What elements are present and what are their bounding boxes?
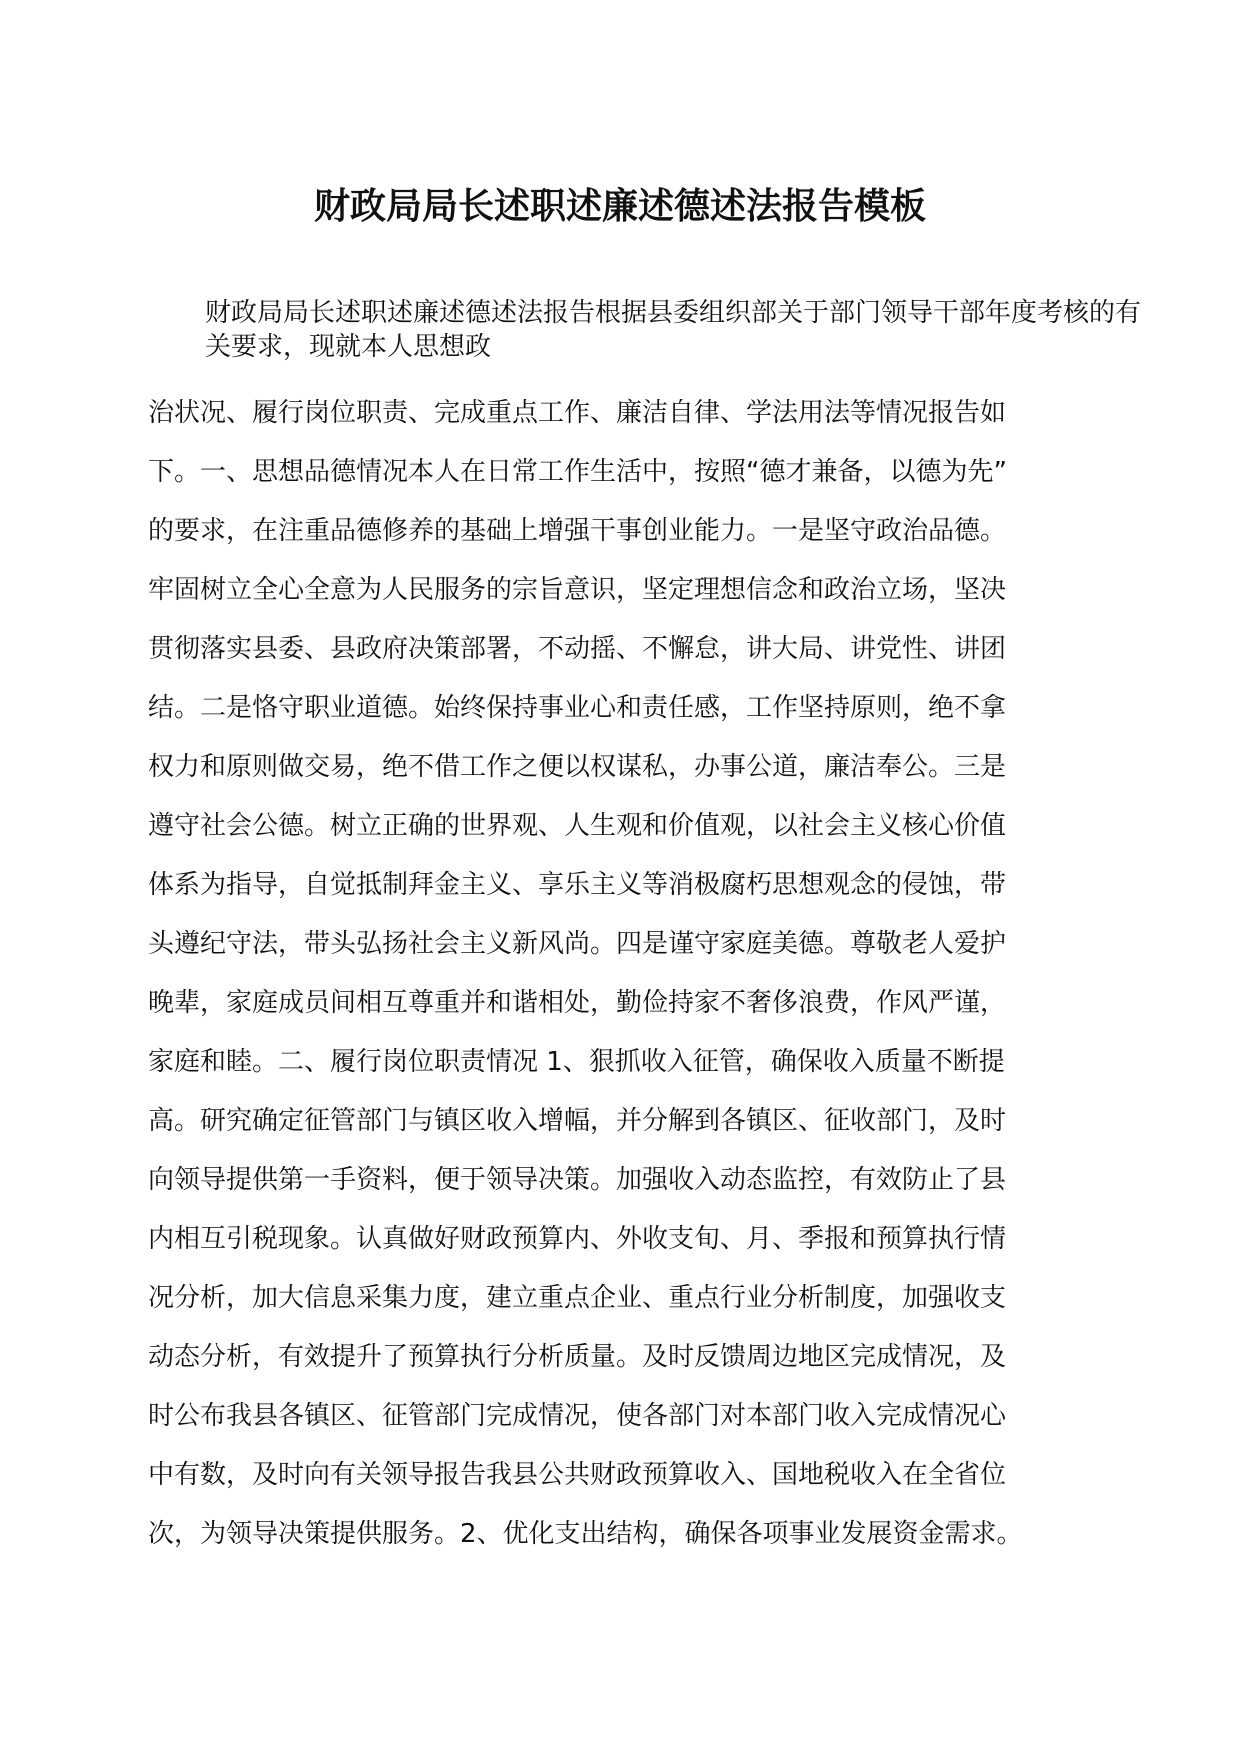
body-line: 时公布我县各镇区、征管部门完成情况，使各部门对本部门收入完成情况心 xyxy=(148,1401,1007,1431)
body-line: 次，为领导决策提供服务。2、优化支出结构，确保各项事业发展资金需求。 xyxy=(148,1519,1023,1549)
body-line: 家庭和睦。二、履行岗位职责情况 1、狠抓收入征管，确保收入质量不断提 xyxy=(148,1047,1005,1077)
body-line: 向领导提供第一手资料，便于领导决策。加强收入动态监控，有效防止了县 xyxy=(148,1165,1007,1195)
body-line: 动态分析，有效提升了预算执行分析质量。及时反馈周边地区完成情况，及 xyxy=(148,1342,1007,1372)
body-line: 贯彻落实县委、县政府决策部署，不动摇、不懈怠，讲大局、讲党性、讲团 xyxy=(148,634,1007,664)
intro-paragraph xyxy=(205,296,1225,364)
body-line: 体系为指导，自觉抵制拜金主义、享乐主义等消极腐朽思想观念的侵蚀，带 xyxy=(148,870,1007,900)
body-line: 权力和原则做交易，绝不借工作之便以权谋私，办事公道，廉洁奉公。三是 xyxy=(148,752,1007,782)
intro-line: 关要求，现就本人思想政 xyxy=(205,332,492,362)
body-line: 治状况、履行岗位职责、完成重点工作、廉洁自律、学法用法等情况报告如 xyxy=(148,398,1007,428)
body-text xyxy=(148,384,1148,1564)
body-line: 中有数，及时向有关领导报告我县公共财政预算收入、国地税收入在全省位 xyxy=(148,1460,1007,1490)
body-line: 内相互引税现象。认真做好财政预算内、外收支旬、月、季报和预算执行情 xyxy=(148,1224,1007,1254)
body-line: 况分析，加大信息采集力度，建立重点企业、重点行业分析制度，加强收支 xyxy=(148,1283,1007,1313)
body-line: 高。研究确定征管部门与镇区收入增幅，并分解到各镇区、征收部门，及时 xyxy=(148,1106,1007,1136)
intro-line: 财政局局长述职述廉述德述法报告根据县委组织部关于部门领导干部年度考核的有 xyxy=(205,298,1142,328)
body-line: 头遵纪守法，带头弘扬社会主义新风尚。四是谨守家庭美德。尊敬老人爱护 xyxy=(148,929,1007,959)
body-line: 牢固树立全心全意为人民服务的宗旨意识，坚定理想信念和政治立场，坚决 xyxy=(148,575,1007,605)
body-line: 的要求，在注重品德修养的基础上增强干事创业能力。一是坚守政治品德。 xyxy=(148,516,1007,546)
document-title: 财政局局长述职述廉述德述法报告模板 xyxy=(313,186,926,227)
body-line: 结。二是恪守职业道德。始终保持事业心和责任感，工作坚持原则，绝不拿 xyxy=(148,693,1007,723)
body-line: 晚辈，家庭成员间相互尊重并和谐相处，勤俭持家不奢侈浪费，作风严谨， xyxy=(148,988,1007,1018)
body-line: 遵守社会公德。树立正确的世界观、人生观和价值观，以社会主义核心价值 xyxy=(148,811,1007,841)
body-line: 下。一、思想品德情况本人在日常工作生活中，按照“德才兼备，以德为先” xyxy=(148,457,1007,487)
